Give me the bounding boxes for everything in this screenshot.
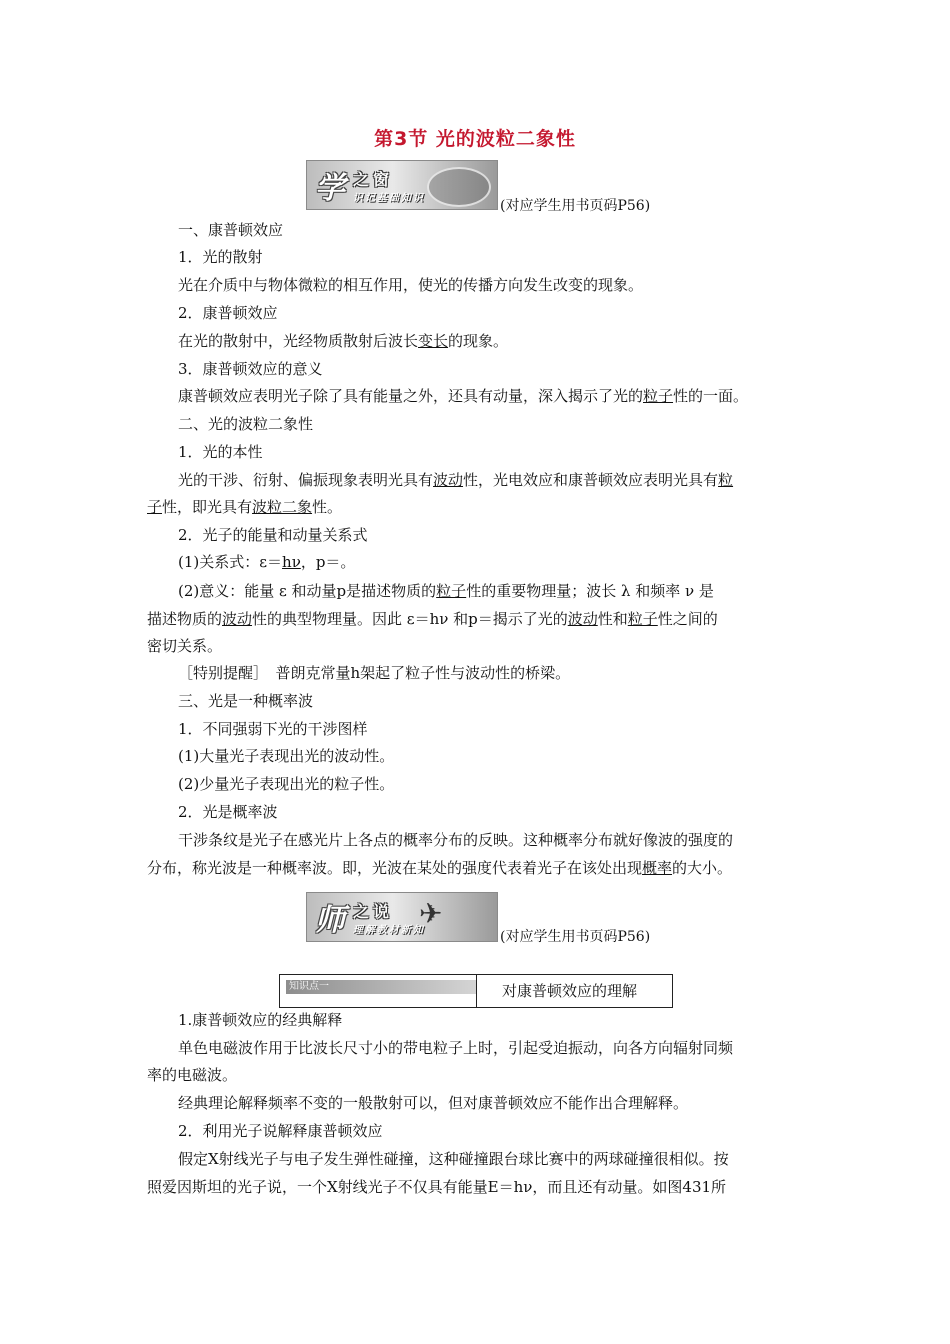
paragraph: 光在介质中与物体微粒的相互作用，使光的传播方向发生改变的现象。 <box>178 276 644 294</box>
answer-blank: 粒 <box>718 471 734 489</box>
paragraph: 光的干涉、衍射、偏振现象表明光具有波动性，光电效应和康普顿效应表明光具有粒 <box>178 471 734 489</box>
item-heading: 1．光的散射 <box>178 248 263 266</box>
item-heading: 2．光子的能量和动量关系式 <box>178 526 368 544</box>
knowledge-point-title: 对康普顿效应的理解 <box>502 982 638 1000</box>
answer-blank: hν <box>282 553 301 571</box>
banner-title: 之说 <box>353 902 394 921</box>
page-reference: (对应学生用书页码P56) <box>500 929 651 945</box>
paragraph: 康普顿效应表明光子除了具有能量之外，还具有动量，深入揭示了光的粒子性的一面。 <box>178 387 749 405</box>
globe-icon <box>427 167 491 207</box>
section-heading: 一、康普顿效应 <box>178 221 284 239</box>
item-heading: 1．不同强弱下光的干涉图样 <box>178 720 368 738</box>
airplane-icon: ✈ <box>419 897 443 930</box>
answer-blank: 粒子 <box>436 582 467 600</box>
item-heading: 1．光的本性 <box>178 443 263 461</box>
paragraph: 描述物质的波动性的典型物理量。因此 ε＝hν 和p＝揭示了光的波动性和粒子性之间的 <box>147 610 718 628</box>
banner-big-char: 学 <box>315 171 345 206</box>
knowledge-point-tag: 知识点一 <box>286 980 477 994</box>
paragraph: 照爱因斯坦的光子说，一个X射线光子不仅具有能量E＝hν，而且还有动量。如图431所 <box>147 1178 727 1196</box>
paragraph: 在光的散射中，光经物质散射后波长变长的现象。 <box>178 332 509 350</box>
item-heading: 2．光是概率波 <box>178 803 278 821</box>
answer-blank: 变长 <box>418 332 449 350</box>
paragraph: (1)大量光子表现出光的波动性。 <box>178 747 395 765</box>
paragraph: 单色电磁波作用于比波长尺寸小的带电粒子上时，引起受迫振动，向各方向辐射同频 <box>178 1039 734 1057</box>
paragraph: 密切关系。 <box>147 637 223 655</box>
paragraph: 干涉条纹是光子在感光片上各点的概率分布的反映。这种概率分布就好像波的强度的 <box>178 831 734 849</box>
banner-title: 之窗 <box>353 170 394 189</box>
answer-blank: 粒子 <box>627 610 658 628</box>
paragraph: 经典理论解释频率不变的一般散射可以，但对康普顿效应不能作出合理解释。 <box>178 1094 689 1112</box>
section-banner-teacher-says <box>306 892 498 942</box>
paragraph: (2)意义：能量 ε 和动量p是描述物质的粒子性的重要物理量；波长 λ 和频率 ν 是 <box>178 582 714 600</box>
item-heading: 1.康普顿效应的经典解释 <box>178 1011 343 1029</box>
item-heading: 3．康普顿效应的意义 <box>178 360 323 378</box>
special-tip: ［特别提醒］ 普朗克常量h架起了粒子性与波动性的桥梁。 <box>178 664 571 682</box>
section-banner-study-window <box>306 160 498 210</box>
answer-blank: 波动 <box>222 610 253 628</box>
paragraph: 率的电磁波。 <box>147 1066 238 1084</box>
answer-blank: 波粒二象 <box>252 498 313 516</box>
paragraph: 假定X射线光子与电子发生弹性碰撞，这种碰撞跟台球比赛中的两球碰撞很相似。按 <box>178 1150 729 1168</box>
paragraph: 子性，即光具有波粒二象性。 <box>147 498 343 516</box>
answer-blank: 子 <box>147 498 163 516</box>
paragraph: (2)少量光子表现出光的粒子性。 <box>178 775 395 793</box>
page-reference: (对应学生用书页码P56) <box>500 198 651 214</box>
answer-blank: 波动 <box>567 610 598 628</box>
banner-big-char: 师 <box>315 903 345 938</box>
banner-subtitle: 识记基础知识 <box>353 193 425 204</box>
knowledge-point-box <box>279 974 673 1008</box>
section-heading: 三、光是一种概率波 <box>178 692 314 710</box>
section-heading: 二、光的波粒二象性 <box>178 415 314 433</box>
formula-line: (1)关系式：ε＝hν，p＝。 <box>178 553 356 571</box>
paragraph: 分布，称光波是一种概率波。即，光波在某处的强度代表着光子在该处出现概率的大小。 <box>147 859 733 877</box>
item-heading: 2．康普顿效应 <box>178 304 278 322</box>
page-title: 第3节 光的波粒二象性 <box>374 128 576 150</box>
divider <box>476 975 477 1007</box>
answer-blank: 波动 <box>433 471 464 489</box>
item-heading: 2．利用光子说解释康普顿效应 <box>178 1122 383 1140</box>
banner-subtitle: 理解教材新知 <box>353 925 425 936</box>
answer-blank: 概率 <box>642 859 673 877</box>
answer-blank: 粒子 <box>643 387 674 405</box>
